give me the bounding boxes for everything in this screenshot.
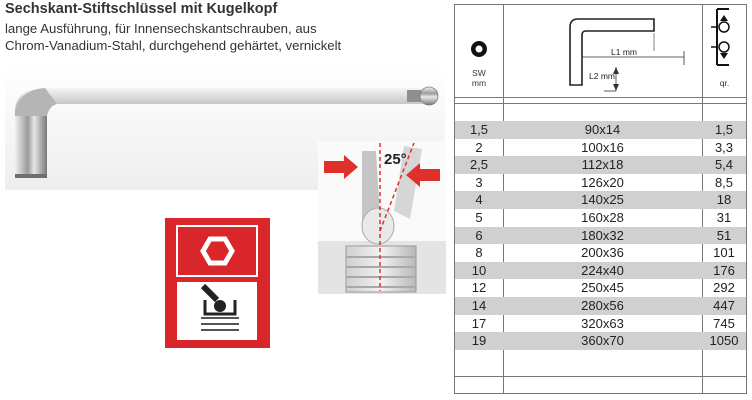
table-row: 2,5 112x18 5,4 <box>455 156 746 174</box>
gauge-icon <box>709 7 739 69</box>
table-row: 8 200x36 101 <box>475 245 735 261</box>
header-qr-cell <box>703 5 746 97</box>
table-row: 4 140x25 18 <box>455 191 746 209</box>
size-rows <box>455 121 746 350</box>
sw-label: SW <box>472 68 486 78</box>
l2-label: L2 mm <box>589 71 615 81</box>
angle-label: 25° <box>384 151 407 168</box>
l-key-dimension-diagram <box>504 5 702 97</box>
table-row: 14 280x56 447 <box>455 297 746 315</box>
table-row: 2 100x16 3,3 <box>475 139 734 155</box>
table-row: 19 360x70 1050 <box>455 332 746 350</box>
header-dimension-cell <box>504 5 702 97</box>
table-row: 17 320x63 745 <box>471 315 735 331</box>
table-row: 5 160x28 31 <box>475 209 732 225</box>
description-line-1: lange Ausführung, für Innensechskantschrauben, aus <box>5 21 317 36</box>
table-row: 10 224x40 176 <box>455 262 746 280</box>
description-line-2: Chrom-Vanadium-Stahl, durchgehend gehärtet, vernickelt <box>5 38 342 53</box>
product-title: Sechskant-Stiftschlüssel mit Kugelkopf <box>5 1 278 17</box>
table-row: 3 126x20 8,5 <box>475 174 734 190</box>
hex-nut-icon <box>470 40 488 58</box>
header-sw-cell <box>455 5 503 97</box>
table-row: 6 180x32 51 <box>455 227 746 245</box>
angle-illustration <box>318 141 446 294</box>
sw-unit: mm <box>471 78 487 88</box>
size-table <box>454 4 747 394</box>
product-description <box>5 20 445 54</box>
table-row: 12 250x45 292 <box>471 280 735 296</box>
hex-socket-badge <box>165 218 270 348</box>
table-row: 1,5 90x14 1,5 <box>455 121 746 139</box>
table-header <box>455 5 746 98</box>
l1-label: L1 mm <box>611 47 637 57</box>
qr-label: qr. <box>719 78 730 88</box>
